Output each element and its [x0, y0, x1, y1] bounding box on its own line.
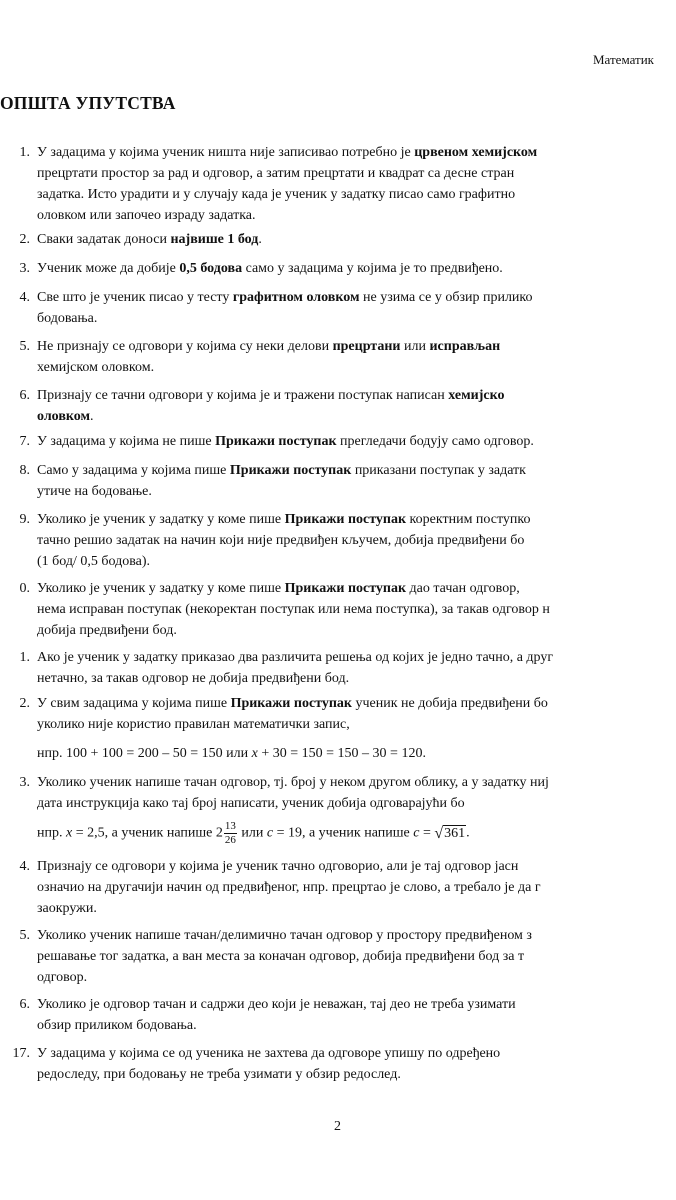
text-run: = 2,5, а ученик напише 2	[72, 825, 223, 841]
text-run: + 30 = 150 = 150 – 30 = 120.	[257, 746, 426, 761]
text-run: У задацима у којима се од ученика не захтева да одговоре упишу по одређено	[37, 1046, 501, 1061]
math-example-line	[37, 820, 470, 847]
text-line	[37, 163, 676, 184]
text-run: бодовања.	[37, 311, 98, 326]
text-line	[37, 898, 676, 919]
item-number: 9.	[19, 512, 30, 527]
item-number: 3.	[19, 261, 30, 276]
text-line	[37, 946, 676, 967]
item-number: 5.	[19, 339, 30, 354]
item-number: 3.	[19, 775, 30, 790]
text-run: У задацима у којима не пише	[37, 434, 216, 449]
text-line	[37, 1064, 676, 1085]
text-run: Уколико ученик напише тачан одговор, тј. број у неком другом облику, а у задатку ниј	[37, 775, 549, 790]
text-run: Уколико ученик напише тачан/делимично тачан одговор у простору предвиђеном з	[37, 928, 532, 943]
text-run: одговор.	[37, 970, 88, 985]
item-number: 2.	[19, 696, 30, 711]
text-line	[37, 308, 676, 329]
example-line	[37, 743, 426, 764]
text-line	[37, 357, 676, 378]
text-run: или	[400, 339, 430, 354]
text-run: тачно решио задатак на начин који није предвиђен кључем, добија предвиђени бо	[37, 533, 525, 548]
text-line	[37, 509, 676, 530]
text-run: .	[258, 232, 262, 247]
text-run: Уколико је одговор тачан и садржи део који је неважан, тај део не треба узимати	[37, 997, 516, 1012]
text-run: само у задацима у којима је то предвиђено.	[242, 261, 503, 276]
text-line	[37, 481, 676, 502]
text-line	[37, 994, 676, 1015]
item-number: 6.	[19, 997, 30, 1012]
text-run: решавање тог задатка, а ван места за коначан одговор, добија предвиђени бод за т	[37, 949, 525, 964]
text-run: добија предвиђени бод.	[37, 623, 177, 638]
text-line	[37, 431, 676, 452]
item-number: 17.	[12, 1046, 30, 1061]
text-line	[37, 385, 676, 406]
item-text	[37, 258, 676, 279]
radicand: 361	[444, 825, 466, 841]
text-run: Уколико је ученик у задатку у коме пише	[37, 581, 285, 596]
math-variable: x	[251, 746, 258, 761]
text-run: нетачно, за такав одговор не добија предвиђени бод.	[37, 671, 350, 686]
item-number: 4.	[19, 290, 30, 305]
fraction-numerator: 13	[224, 820, 236, 832]
text-run: заокружи.	[37, 901, 97, 916]
text-line	[37, 142, 676, 163]
bold-phrase: Прикажи поступак	[284, 512, 407, 527]
text-line	[37, 205, 676, 226]
text-run: Сваки задатак доноси	[37, 232, 171, 247]
text-run: дао тачан одговор,	[406, 581, 520, 596]
item-text	[37, 693, 676, 735]
bold-phrase: оловком	[37, 409, 91, 424]
item-text	[37, 856, 676, 919]
text-run: прегледачи бодују само одговор.	[336, 434, 534, 449]
item-text	[37, 142, 676, 226]
bold-phrase: црвеном хемијском	[414, 145, 538, 160]
item-number: 6.	[19, 388, 30, 403]
square-root-sign-icon: √	[434, 824, 444, 842]
text-line	[37, 925, 676, 946]
text-line	[37, 578, 676, 599]
text-line	[37, 460, 676, 481]
item-number: 2.	[19, 232, 30, 247]
bold-phrase: исправљан	[429, 339, 501, 354]
text-run: Све што је ученик писао у тесту	[37, 290, 233, 305]
item-text	[37, 385, 676, 427]
text-line	[37, 693, 676, 714]
item-number: 4.	[19, 859, 30, 874]
math-variable: c	[413, 825, 420, 841]
text-run: коректним поступко	[406, 512, 531, 527]
bold-phrase: Прикажи поступак	[230, 696, 352, 711]
item-text	[37, 460, 676, 502]
text-run: .	[466, 825, 470, 841]
item-text	[37, 431, 676, 452]
text-run: = 19, а ученик напише	[273, 825, 414, 841]
text-run: означио на другачији начин од предвиђеног, нпр. прецртао је слово, а требало је да г	[37, 880, 541, 895]
text-run: Уколико је ученик у задатку у коме пише	[37, 512, 285, 527]
text-line	[37, 1015, 676, 1036]
item-text	[37, 1043, 676, 1085]
text-run: утиче на бодовање.	[37, 484, 152, 499]
text-line	[37, 647, 676, 668]
text-line	[37, 551, 676, 572]
text-run: задатка. Исто урадити и у случају када је ученик у задатку писао само графитно	[37, 187, 516, 202]
item-number: 0.	[19, 581, 30, 596]
text-line	[37, 967, 676, 988]
text-run: прецртати простор за рад и одговор, а затим прецртати и квадрат са десне стран	[37, 166, 515, 181]
item-text	[37, 336, 676, 378]
text-line	[37, 877, 676, 898]
text-line	[37, 793, 676, 814]
text-run: приказани поступак у задатк	[351, 463, 526, 478]
item-text	[37, 287, 676, 329]
math-variable: x	[65, 825, 73, 841]
bold-phrase: хемијско	[448, 388, 505, 403]
text-line	[37, 287, 676, 308]
item-text	[37, 925, 676, 988]
item-text	[37, 509, 676, 572]
item-text	[37, 578, 676, 641]
text-line	[37, 336, 676, 357]
text-line	[37, 530, 676, 551]
item-text	[37, 647, 676, 689]
text-line	[37, 599, 676, 620]
text-run: Ако је ученик у задатку приказао два различита решења од којих је једно тачно, а друг	[37, 650, 554, 665]
text-line	[37, 184, 676, 205]
section-title: ОПШТА УПУТСТВА	[0, 93, 176, 113]
text-line	[37, 772, 676, 793]
text-line	[37, 856, 676, 877]
item-text	[37, 994, 676, 1036]
running-head: Математик	[593, 52, 654, 67]
text-run: оловком или започео израду задатка.	[37, 208, 256, 223]
text-line	[37, 1043, 676, 1064]
text-run: Признају се одговори у којима је ученик тачно одговорио, али је тај одговор јасн	[37, 859, 519, 874]
item-text	[37, 229, 676, 250]
text-line	[37, 620, 676, 641]
text-run: У свим задацима у којима пише	[37, 696, 231, 711]
bold-phrase: 0,5 бодова	[179, 261, 243, 276]
fraction	[224, 820, 237, 847]
text-run: нпр.	[37, 825, 66, 841]
item-number: 7.	[19, 434, 30, 449]
text-run: не узима се у обзир прилико	[359, 290, 533, 305]
bold-phrase: графитном оловком	[232, 290, 360, 305]
bold-phrase: Прикажи поступак	[229, 463, 352, 478]
text-line	[37, 229, 676, 250]
text-run: У задацима у којима ученик ништа није записивао потребно је	[37, 145, 415, 160]
math-variable: c	[266, 825, 274, 841]
bold-phrase: Прикажи поступак	[284, 581, 407, 596]
text-run: обзир приликом бодовања.	[37, 1018, 197, 1033]
text-run: =	[419, 825, 435, 841]
text-run: уколико није користио правилан математички запис,	[37, 717, 350, 732]
item-number: 1.	[19, 650, 30, 665]
text-run: Само у задацима у којима пише	[37, 463, 230, 478]
text-run: Признају се тачни одговори у којима је и тражени поступак написан	[37, 388, 449, 403]
text-line	[37, 258, 676, 279]
text-line	[37, 714, 676, 735]
text-run: или	[237, 825, 267, 841]
text-run: Ученик може да добије	[37, 261, 180, 276]
text-run: ученик не добија предвиђени бо	[351, 696, 548, 711]
text-line	[37, 406, 676, 427]
text-run: (1 бод/ 0,5 бодова).	[37, 554, 151, 569]
page-number: 2	[334, 1119, 341, 1134]
item-number: 8.	[19, 463, 30, 478]
text-run: .	[90, 409, 94, 424]
bold-phrase: највише 1 бод	[170, 232, 259, 247]
item-number: 1.	[19, 145, 30, 160]
text-run: хемијском оловком.	[37, 360, 155, 375]
bold-phrase: прецртани	[332, 339, 401, 354]
text-run: нема исправан поступак (некоректан поступак или нема поступка), за такав одговор н	[37, 602, 550, 617]
text-run: Не признају се одговори у којима су неки делови	[37, 339, 333, 354]
bold-phrase: Прикажи поступак	[215, 434, 337, 449]
fraction-denominator: 26	[224, 834, 236, 846]
text-run: нпр. 100 + 100 = 200 – 50 = 150 или	[37, 746, 252, 761]
text-run: дата инструкција како тај број написати, ученик добија одговарајући бо	[37, 796, 465, 811]
text-run: редоследу, при бодовању не треба узимати у обзир редослед.	[37, 1067, 401, 1082]
item-text	[37, 772, 676, 814]
item-number: 5.	[19, 928, 30, 943]
text-line	[37, 668, 676, 689]
